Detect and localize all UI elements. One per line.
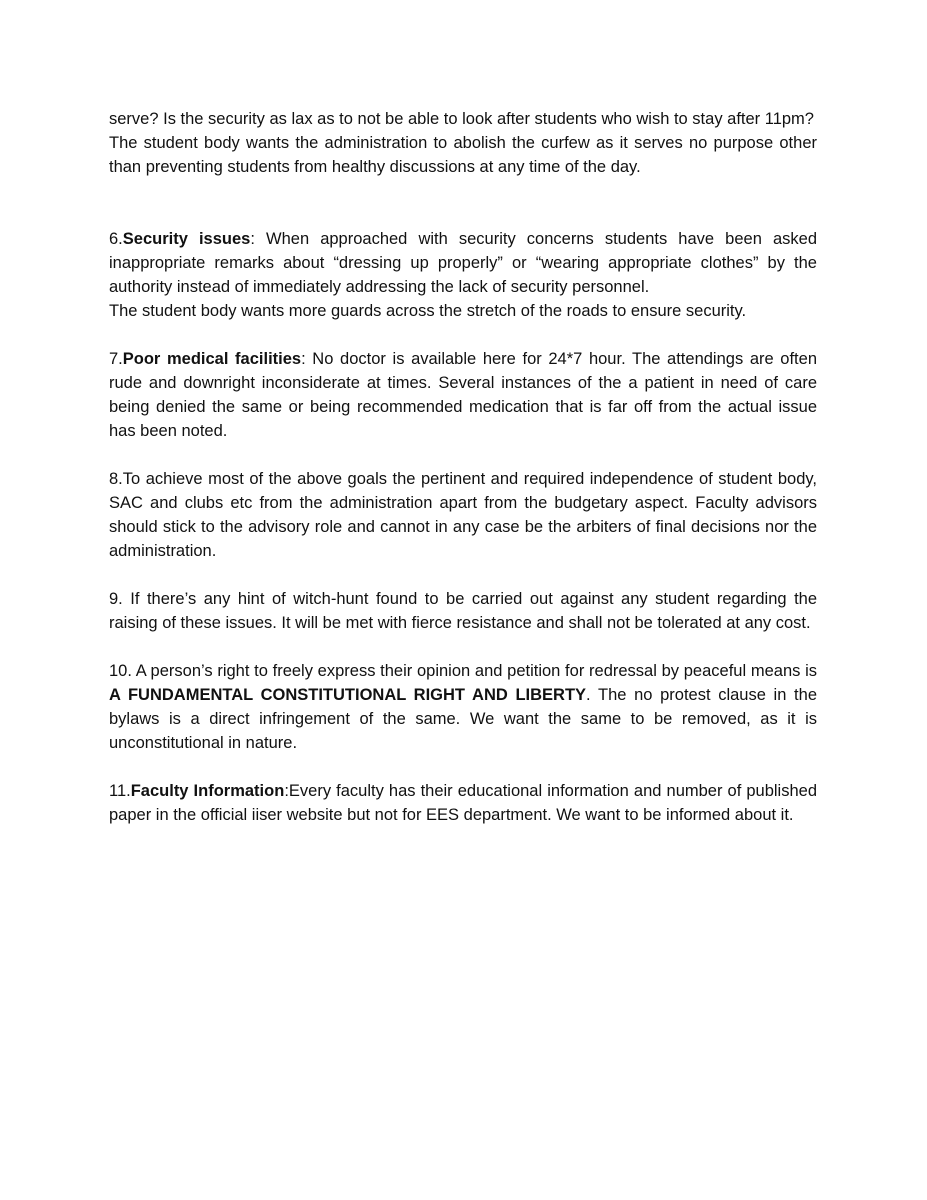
spacer <box>109 635 817 659</box>
item-7-number: 7. <box>109 350 123 368</box>
item-6-heading: Security issues <box>122 230 251 248</box>
item-9-witch-hunt <box>109 587 817 635</box>
item-11-heading: Faculty Information <box>130 782 285 800</box>
spacer <box>109 755 817 779</box>
spacer <box>109 443 817 467</box>
item-11-faculty-information <box>109 779 817 827</box>
item-7-body: : No doctor is available here for 24*7 hour. The attendings are often rude and downright inconsiderate at times. Several instances of the a patient in need of care being denied the same or being recommended medication that is far off from the actual issue has been noted. <box>109 350 817 440</box>
spacer <box>109 323 817 347</box>
intro-question <box>109 107 817 131</box>
item-11-number: 11. <box>109 782 131 800</box>
item-6-number: 6. <box>109 230 123 248</box>
item-6-demand-text: The student body wants more guards across the stretch of the roads to ensure security. <box>109 302 747 320</box>
item-8-independence <box>109 467 817 563</box>
intro-demand <box>109 131 817 179</box>
item-10-emphasis: A FUNDAMENTAL CONSTITUTIONAL RIGHT AND LIBERTY <box>109 686 587 704</box>
item-10-text-after: . The no protest clause in the bylaws is a direct infringement of the same. We want the same to be removed, as it is unconstitutional in nature. <box>109 686 817 752</box>
item-8-text: 8.To achieve most of the above goals the pertinent and required independence of student body, SAC and clubs etc from the administration apart from the budgetary aspect. Faculty advisors should stick to the advisory role and cannot in any case be the arbiters of final decisions nor the administration. <box>109 470 817 560</box>
item-7-heading: Poor medical facilities <box>122 350 302 368</box>
item-10-text-before: 10. A person’s right to freely express their opinion and petition for redressal by peaceful means is <box>109 662 817 680</box>
item-6-security-issues <box>109 227 817 299</box>
intro-question-text: serve? Is the security as lax as to not be able to look after students who wish to stay after 11pm? <box>109 110 814 128</box>
item-6-body: : When approached with security concerns students have been asked inappropriate remarks about “dressing up properly” or “wearing appropriate clothes” by the authority instead of immediately addressing the lack of security personnel. <box>109 230 817 296</box>
spacer <box>109 179 817 227</box>
item-10-right-to-protest <box>109 659 817 755</box>
intro-demand-text: The student body wants the administration to abolish the curfew as it serves no purpose other than preventing students from healthy discussions at any time of the day. <box>109 134 817 176</box>
item-7-medical-facilities <box>109 347 817 443</box>
item-6-demand <box>109 299 817 323</box>
item-9-text: 9. If there’s any hint of witch-hunt found to be carried out against any student regarding the raising of these issues. It will be met with fierce resistance and shall not be tolerated at any cost. <box>109 590 817 632</box>
spacer <box>109 563 817 587</box>
document-page <box>109 107 817 827</box>
item-11-body: :Every faculty has their educational information and number of published paper in the official iiser website but not for EES department. We want to be informed about it. <box>109 782 818 824</box>
